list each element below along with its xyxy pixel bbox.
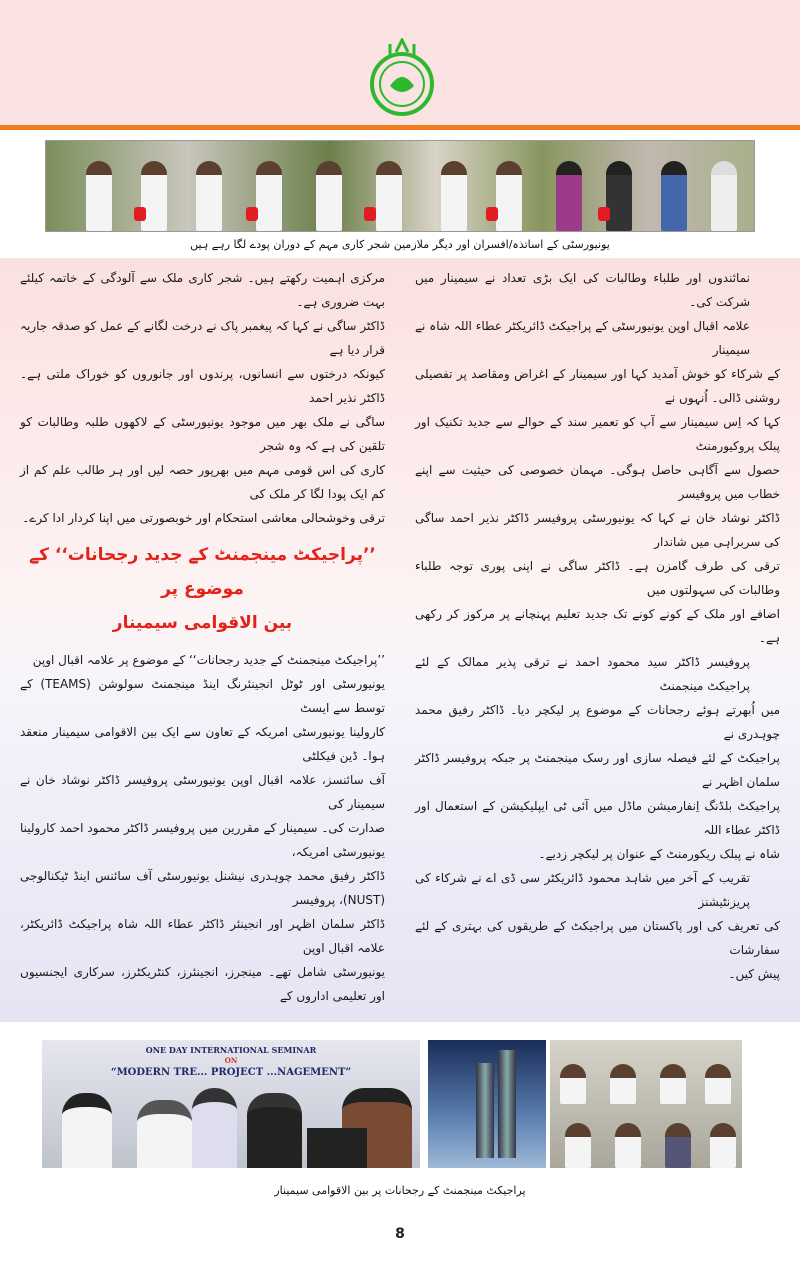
header-band	[0, 0, 800, 125]
text-line: ڈاکٹر ساگی نے کہا کہ پیغمبر پاک نے درخت لگانے کے عمل کو صدقہ جاریہ قرار دیا ہے	[20, 319, 385, 357]
audience-photo	[550, 1040, 742, 1168]
top-photo-section	[0, 130, 800, 232]
bottom-photo-frame	[20, 1028, 780, 1178]
right-column	[20, 266, 385, 1008]
page-number: 8	[395, 1226, 405, 1242]
text-line: ترقی کی طرف گامزن ہے۔ ڈاکٹر ساگی نے اپنی پوری توجہ طلباء وطالبات کی سہولتوں میں	[415, 559, 780, 597]
text-line: میں اُبھرتے ہوئے رجحانات کے موضوع پر لیکچر دیا۔ ڈاکٹر رفیق محمد چوہدری نے	[415, 703, 780, 741]
text-line: علامہ اقبال اوپن یونیورسٹی کے پراجیکٹ ڈائریکٹر عطاء اللہ شاہ نے سیمینار	[415, 319, 750, 357]
text-line: کی تعریف کی اور پاکستان میں پراجیکٹ کے طریقوں کی بہتری کے لئے سفارشات	[415, 919, 780, 957]
text-line: شاہ نے پبلک ریکورمنٹ کے عنوان پر لیکچر زدیے۔	[538, 847, 780, 861]
seminar-panel-photo	[42, 1040, 420, 1168]
heading-line: ’’پراجیکٹ مینجمنٹ کے جدید رجحانات‘‘ کے موضوع پر	[29, 545, 376, 599]
text-line: آف سائنسز، علامہ اقبال اوپن یونیورسٹی پروفیسر ڈاکٹر نوشاد خان نے سیمینار کی	[20, 773, 385, 811]
banner-line: ONE DAY INTERNATIONAL SEMINAR	[145, 1045, 317, 1055]
text-line: ڈاکٹر نوشاد خان نے کہا کہ یونیورسٹی پروفیسر ڈاکٹر نذیر احمد ساگی کی سربراہی میں شاندار	[415, 511, 780, 549]
section-heading	[20, 538, 385, 640]
banner-line: ON	[224, 1056, 238, 1065]
text-line: کارولینا یونیورسٹی امریکہ کے تعاون سے ایک بین الاقوامی سیمینار منعقد ہوا۔ ڈین فیکلٹی	[20, 725, 385, 763]
text-line: پراجیکٹ بلڈنگ اِنفارمیشن ماڈل میں آئی ٹی ایپلیکیشن کے استعمال اور ڈاکٹر عطاء اللہ	[415, 799, 780, 837]
text-line: حصول سے آگاہی حاصل ہوگی۔ مہمان خصوصی کی حیثیت سے اپنے خطاب میں پروفیسر	[415, 463, 780, 501]
text-line: پراجیکٹ کے لئے فیصلہ سازی اور رسک مینجمنٹ پر جبکہ پروفیسر ڈاکٹر سلمان اظہر نے	[415, 751, 780, 789]
text-line: پروفیسر ڈاکٹر سید محمود احمد نے ترقی پذیر ممالک کے لئے پراجیکٹ مینجمنٹ	[415, 655, 750, 693]
text-line: یونیورسٹی شامل تھے۔ مینجرز، انجینئرز، کنٹریکٹرز، سرکاری ایجنسیوں اور تعلیمی اداروں کے	[20, 965, 385, 1003]
top-photo-caption: یونیورسٹی کے اساتذہ/افسران اور دیگر ملازمین شجر کاری مہم کے دوران پودے لگا رہے ہیں	[190, 238, 610, 251]
text-line: صدارت کی۔ سیمینار کے مقررین میں پروفیسر ڈاکٹر محمود احمد کارولینا یونیورسٹی امریکہ،	[20, 821, 385, 859]
text-line: پیش کیں۔	[728, 967, 780, 981]
text-line: مرکزی اہمیت رکھتے ہیں۔ شجر کاری ملک سے آلودگی کے خاتمہ کیلئے بہت ضروری ہے۔	[20, 271, 385, 309]
text-line: تقریب کے آخر میں شاہد محمود ڈائریکٹر سی ڈی اے نے شرکاء کی پریزنٹیشنز	[415, 871, 750, 909]
text-line: کاری کی اس قومی مہم میں بھرپور حصہ لیں اور ہر طالب علم کم از کم ایک پودا لگا کر ملک کی	[20, 463, 385, 501]
tree-plantation-photo	[45, 140, 755, 232]
text-line: ’’پراجیکٹ مینجمنٹ کے جدید رجحانات‘‘ کے موضوع پر علامہ اقبال اوپن	[32, 653, 385, 667]
text-line: ڈاکٹر سلمان اظہر اور انجینئر ڈاکٹر عطاء اللہ شاہ پراجیکٹ ڈائریکٹر، علامہ اقبال اوپن	[20, 917, 385, 955]
university-logo	[362, 38, 442, 118]
heading-line: بین الاقوامی سیمینار	[112, 613, 293, 633]
article-columns	[0, 258, 800, 1022]
bottom-photo-caption: پراجیکٹ مینجمنٹ کے رجحانات پر بین الاقوامی سیمینار	[274, 1184, 526, 1197]
text-line: کہا کہ اِس سیمینار سے آپ کو تعمیر سند کے حوالے سے جدید تکنیک اور پبلک پروکیورمنٹ	[415, 415, 780, 453]
text-line: کیونکہ درختوں سے انسانوں، پرندوں اور جانوروں کو خوراک ملتی ہے۔ ڈاکٹر نذیر احمد	[20, 367, 385, 405]
text-line: ترقی وخوشحالی معاشی استحکام اور خوبصورتی میں اپنا کردار ادا کرے۔	[22, 511, 385, 525]
left-column	[415, 266, 780, 1008]
building-slide-photo	[428, 1040, 546, 1168]
text-line: ڈاکٹر رفیق محمد چوہدری نیشنل یونیورسٹی آف سائنس اینڈ ٹیکنالوجی (NUST)، پروفیسر	[20, 869, 385, 907]
banner-line: “MODERN TRE... PROJECT ...NAGEMENT”	[110, 1067, 352, 1078]
text-line: ساگی نے ملک بھر میں موجود یونیورسٹی کے لاکھوں طلبہ وطالبات کو تلقین کی ہے کہ وہ شجر	[20, 415, 385, 453]
text-line: یونیورسٹی اور ٹوٹل انجینئرنگ اینڈ مینجمنٹ سولوشن (TEAMS) کے توسط سے ایسٹ	[20, 677, 385, 715]
text-line: کے شرکاء کو خوش آمدید کہا اور سیمینار کے اغراض ومقاصد پر تفصیلی روشنی ڈالی۔ اُنہوں نے	[415, 367, 780, 405]
text-line: نمائندوں اور طلباء وطالبات کی ایک بڑی تعداد نے سیمینار میں شرکت کی۔	[415, 271, 750, 309]
text-line: اضافے اور ملک کے کونے کونے تک جدید تعلیم پہنچانے پر مرکوز کر رکھی ہے۔	[415, 607, 780, 645]
